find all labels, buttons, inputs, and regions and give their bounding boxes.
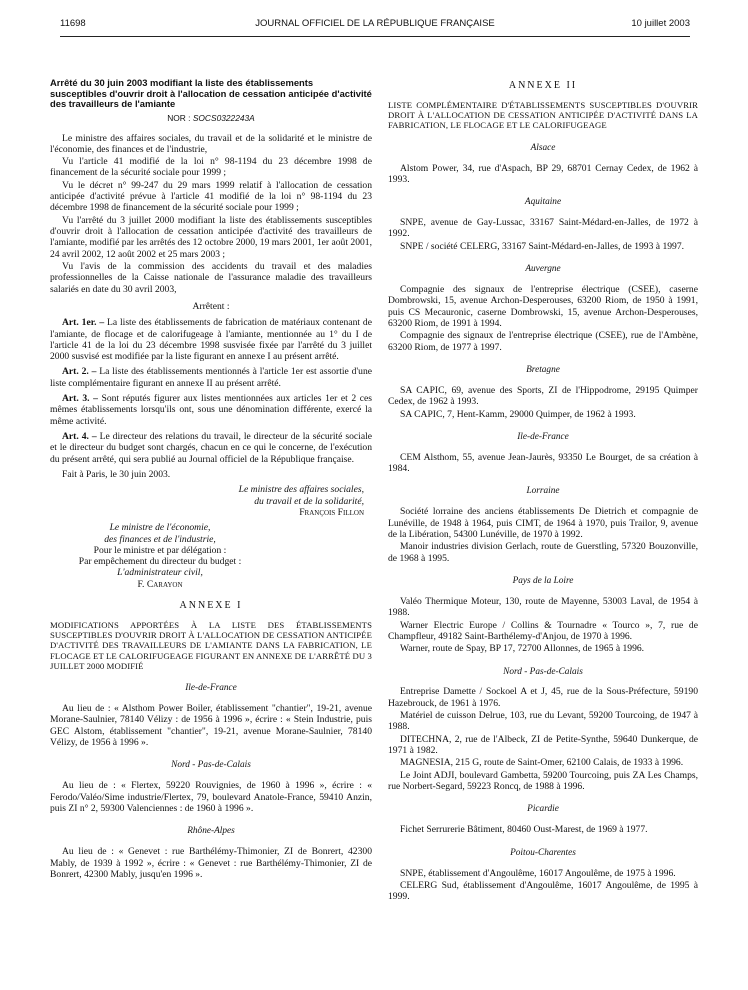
intro-paragraph: Vu l'article 41 modifié de la loi n° 98-1194 du 23 décembre 1998 de financement de la sécurité sociale pour 1999 ; bbox=[50, 156, 372, 179]
establishment-entry: CELERG Sud, établissement d'Angoulême, 16017 Angoulême, de 1995 à 1999. bbox=[388, 879, 698, 903]
sig2-line-2: Par empêchement du directeur du budget : bbox=[78, 556, 242, 568]
signature-block-2 bbox=[50, 522, 270, 590]
sig1-role-2: du travail et de la solidarité, bbox=[254, 495, 364, 507]
annex2-heading: LISTE COMPLÉMENTAIRE D'ÉTABLISSEMENTS SUSCEPTIBLES D'OUVRIR DROIT À L'ALLOCATION DE CESSATION ANTICIPÉE D'ACTIVITÉ DANS LA FABRICATION, LE FLOCAGE ET LE CALORIFUGEAGE bbox=[388, 99, 698, 131]
article-paragraph bbox=[50, 431, 372, 465]
intro-paragraph: Vu l'avis de la commission des accidents du travail et des maladies professionnelles de la Caisse nationale de l'assurance maladie des travailleurs salariés en date du 30 avril 2003, bbox=[50, 260, 372, 295]
establishment-entry: Alstom Power, 34, rue d'Aspach, BP 29, 68701 Cernay Cedex, de 1962 à 1993. bbox=[388, 162, 698, 185]
nor-label: NOR : bbox=[167, 112, 193, 123]
left-column bbox=[50, 78, 372, 881]
establishment-entry: SNPE, établissement d'Angoulême, 16017 Angoulême, de 1975 à 1996. bbox=[400, 867, 676, 879]
establishment-entry: Entreprise Damette / Sockoel A et J, 45, rue de la Sous-Préfecture, 59190 Hazebrouck, de 1961 à 1976. bbox=[388, 686, 698, 709]
article-text: Le directeur des relations du travail, le directeur de la sécurité sociale et le directeur du budget sont chargés, chacun en ce qui le concerne, de l'exécution du présent arrêté, qui sera publié au Journal officiel de la République française. bbox=[50, 431, 372, 465]
journal-title: JOURNAL OFFICIEL DE LA RÉPUBLIQUE FRANÇAISE bbox=[255, 18, 495, 29]
establishment-entry: MAGNESIA, 215 G, route de Saint-Omer, 62100 Calais, de 1933 à 1996. bbox=[400, 757, 684, 769]
signing-place-date: Fait à Paris, le 30 juin 2003. bbox=[62, 468, 171, 480]
annex1-regions bbox=[50, 683, 372, 880]
page-header bbox=[60, 18, 690, 32]
intro-paragraph: Vu le décret n° 99-247 du 29 mars 1999 relatif à l'allocation de cessation anticipée d'activité prévue à l'article 41 modifié de la loi n° 98-1194 du 23 décembre 1998 de financement de la sécurité sociale pour 1999 ; bbox=[50, 179, 372, 214]
sig1-role-1: Le ministre des affaires sociales, bbox=[238, 484, 364, 496]
sig2-name: F. Carayon bbox=[137, 578, 183, 590]
establishment-entry: Compagnie des signaux de l'entreprise électrique (CSEE), caserne Dombrowski, 15, avenue Archon-Desperouses, 63200 Riom, de 1950 à 1991, puis CS Mecauronic, caserne Dombrowski, 15, avenue Archon-Desperouses, 63200 Riom, de 1991 à 1994. bbox=[388, 284, 698, 329]
decree-title: Arrêté du 30 juin 2003 modifiant la liste des établissements susceptibles d'ouvrir droit à l'allocation de cessation anticipée d'activité des travailleurs de l'amiante bbox=[50, 77, 372, 110]
sig2-role-2: des finances et de l'industrie, bbox=[104, 533, 216, 545]
sig2-role-1: Le ministre de l'économie, bbox=[109, 522, 211, 534]
sig2-line-3: L'administrateur civil, bbox=[117, 567, 203, 579]
article-label: Art. 1er. – bbox=[62, 317, 105, 329]
region-heading: Rhône-Alpes bbox=[187, 826, 235, 837]
region-heading: Ile-de-France bbox=[517, 431, 569, 442]
nor-reference bbox=[50, 114, 372, 124]
establishment-entry: Au lieu de : « Flertex, 59220 Rouvignies, de 1960 à 1996 », écrire : « Ferodo/Valéo/Sime industrie/Flertex, 79, boulevard Anatole-France, 59410 Anzin, puis ZI n° 2, 59300 Valenciennes : de 1960 à 1996 ». bbox=[50, 780, 372, 814]
region-heading: Lorraine bbox=[526, 486, 560, 497]
sig2-line-1: Pour le ministre et par délégation : bbox=[93, 544, 227, 556]
article-text: La liste des établissements de fabrication de matériaux contenant de l'amiante, de flocage et de calorifugeage à l'amiante, mentionnée au 1° du I de l'article 41 de la loi du 23 décembre 1998 susvisée fixée par l'arrêté du 3 juillet 2000 susvisé est modifiée par la liste figurant en annexe I au présent arrêté. bbox=[50, 317, 372, 363]
establishment-entry: Warner Electric Europe / Collins & Tournadre « Tourco », 7, rue de Champfleur, 49182 Saint-Barthélemy-d'Anjou, de 1970 à 1996. bbox=[388, 619, 698, 642]
decree-intro bbox=[50, 133, 372, 295]
decree-articles bbox=[50, 317, 372, 465]
annex2-title: ANNEXE II bbox=[508, 80, 578, 91]
article-paragraph bbox=[50, 366, 372, 389]
article-text: Sont réputés figurer aux listes mentionnées aux articles 1er et 2 ces mêmes établissements lorsqu'ils ont, sous une dénomination différente, exercé la même activité. bbox=[50, 393, 372, 427]
region-heading: Nord - Pas-de-Calais bbox=[503, 666, 583, 677]
establishment-entry: Fichet Serrurerie Bâtiment, 80460 Oust-Marest, de 1969 à 1977. bbox=[400, 824, 648, 836]
region-heading: Ile-de-France bbox=[185, 683, 237, 694]
annex1-title: ANNEXE I bbox=[179, 600, 243, 612]
establishment-entry: SA CAPIC, 69, avenue des Sports, ZI de l'Hippodrome, 29195 Quimper Cedex, de 1962 à 1993. bbox=[388, 384, 698, 408]
nor-code: SOCS0322243A bbox=[192, 112, 255, 123]
region-heading: Nord - Pas-de-Calais bbox=[171, 760, 251, 771]
region-heading: Bretagne bbox=[526, 364, 560, 375]
establishment-entry: Au lieu de : « Genevet : rue Barthélémy-Thimonier, ZI de Bonrert, 42300 Mably, de 1939 à 1992 », écrire : « Genevet : rue Barthélémy-Thimonier, ZI de Bonrert, 42300 Mably, jusqu'en 1996 ». bbox=[50, 846, 372, 880]
article-text: La liste des établissements mentionnés à l'article 1er est assortie d'une liste complémentaire figurant en annexe II au présent arrêté. bbox=[50, 366, 373, 389]
establishment-entry: CEM Alsthom, 55, avenue Jean-Jaurès, 93350 Le Bourget, de sa création à 1984. bbox=[388, 451, 698, 475]
issue-date: 10 juillet 2003 bbox=[631, 18, 690, 29]
establishment-entry: Au lieu de : « Alsthom Power Boiler, établissement "chantier", 19-21, avenue Morane-Saulnier, 78140 Vélizy : de 1956 à 1996 », écrire : « Stein Industrie, puis GEC Alstom, établissement "chantier", 19-21, avenue Morane-Saulnier, 78140 Vélizy, de 1956 à 1996 ». bbox=[50, 703, 372, 749]
region-heading: Poitou-Charentes bbox=[510, 847, 576, 858]
article-label: Art. 3. – bbox=[62, 393, 98, 405]
intro-paragraph: Vu l'arrêté du 3 juillet 2000 modifiant la liste des établissements susceptibles d'ouvrir droit à l'allocation de cessation anticipée d'activité des travailleurs de l'amiante, modifié par les arrêtés des 12 octobre 2000, 19 mars 2001, 1er août 2001, 24 avril 2002, 12 août 2002 et 25 mars 2003 ; bbox=[50, 214, 372, 260]
establishment-entry: Société lorraine des anciens établissements De Dietrich et compagnie de Lunéville, de 1948 à 1964, puis CIMT, de 1964 à 1970, puis Trailor, 9, avenue de la Libération, 54300 Lunéville, de 1970 à 1992. bbox=[388, 506, 698, 541]
establishment-entry: Warner, route de Spay, BP 17, 72700 Allonnes, de 1965 à 1996. bbox=[400, 643, 645, 655]
article-paragraph bbox=[50, 393, 372, 427]
region-heading: Aquitaine bbox=[524, 197, 562, 208]
arretent-line: Arrêtent : bbox=[192, 300, 230, 312]
establishment-entry: Valéo Thermique Moteur, 130, route de Mayenne, 53003 Laval, de 1954 à 1988. bbox=[388, 595, 698, 619]
intro-paragraph: Le ministre des affaires sociales, du travail et de la solidarité et le ministre de l'économie, des finances et de l'industrie, bbox=[50, 132, 372, 155]
signature-block-1 bbox=[50, 484, 372, 518]
article-paragraph bbox=[50, 317, 372, 362]
article-label: Art. 2. – bbox=[62, 366, 97, 378]
sig1-name: François Fillon bbox=[299, 506, 364, 518]
establishment-entry: SNPE / société CELERG, 33167 Saint-Médard-en-Jalles, de 1993 à 1997. bbox=[400, 240, 685, 252]
article-label: Art. 4. – bbox=[62, 431, 97, 442]
establishment-entry: Manoir industries division Gerlach, route de Guerstling, 57320 Bouzonville, de 1968 à 1995. bbox=[388, 541, 698, 564]
establishment-entry: Le Joint ADJI, boulevard Gambetta, 59200 Tourcoing, puis ZA Les Champs, rue Norbert-Segard, 59223 Roncq, de 1988 à 1996. bbox=[388, 769, 698, 792]
region-heading: Alsace bbox=[530, 142, 556, 153]
establishment-entry: SNPE, avenue de Gay-Lussac, 33167 Saint-Médard-en-Jalles, de 1972 à 1992. bbox=[388, 217, 698, 240]
right-column bbox=[388, 80, 698, 903]
region-heading: Pays de la Loire bbox=[512, 575, 574, 586]
establishment-entry: SA CAPIC, 7, Hent-Kamm, 29000 Quimper, de 1962 à 1993. bbox=[400, 408, 636, 420]
establishment-entry: Matériel de cuisson Delrue, 103, rue du Levant, 59200 Tourcoing, de 1947 à 1988. bbox=[388, 710, 698, 733]
page-number: 11698 bbox=[60, 18, 86, 29]
establishment-entry: DITECHNA, 2, rue de l'Albeck, ZI de Petite-Synthe, 59640 Dunkerque, de 1971 à 1982. bbox=[388, 733, 698, 757]
region-heading: Picardie bbox=[527, 804, 559, 815]
establishment-entry: Compagnie des signaux de l'entreprise électrique (CSEE), rue de l'Ambène, 63200 Riom, de 1977 à 1997. bbox=[388, 330, 698, 353]
region-heading: Auvergne bbox=[525, 264, 561, 275]
annex2-regions bbox=[388, 143, 698, 903]
annex1-heading: MODIFICATIONS APPORTÉES À LA LISTE DES ÉTABLISSEMENTS SUSCEPTIBLES D'OUVRIR DROIT À L'ALLOCATION DE CESSATION ANTICIPÉE D'ACTIVITÉ DES TRAVAILLEURS DE L'AMIANTE DANS LA FABRICATION, LE FLOCAGE ET LE CALORIFUGEAGE FIGURANT EN ANNEXE DE L'ARRÊTÉ DU 3 JUILLET 2000 MODIFIÉ bbox=[50, 619, 372, 671]
header-rule bbox=[60, 36, 690, 37]
